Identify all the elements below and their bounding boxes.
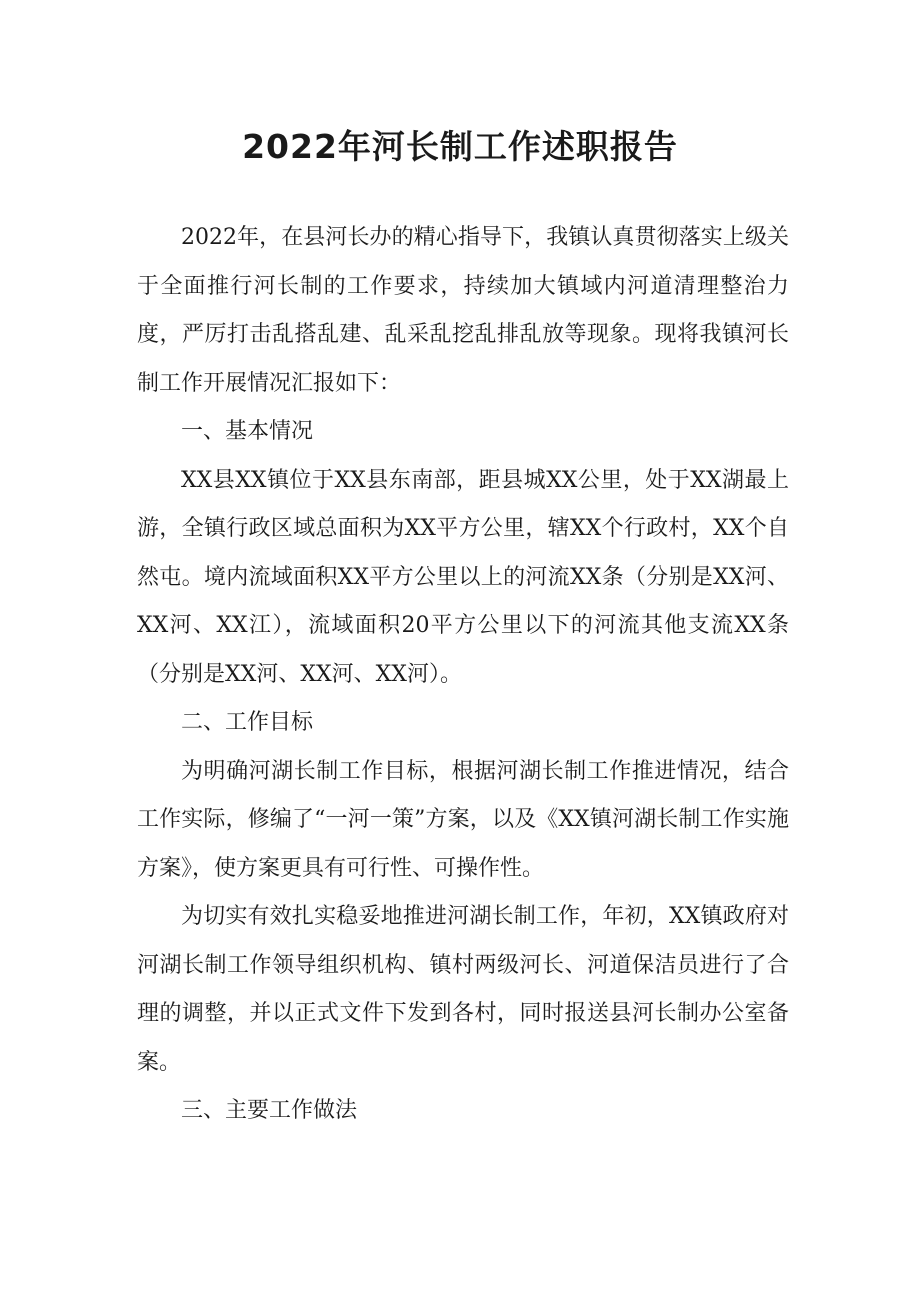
section-heading-basic-situation: 一、基本情况 <box>181 419 314 444</box>
paragraph-work-goals: 为明确河湖长制工作目标，根据河湖长制工作推进情况，结合工作实际，修编了“一河一策”方案，以及《XX镇河湖长制工作实施方案》，使方案更具有可行性、可操作性。 <box>137 758 789 881</box>
paragraph-intro: 2022年，在县河长办的精心指导下，我镇认真贯彻落实上级关于全面推行河长制的工作要求，持续加大镇域内河道清理整治力度，严厉打击乱搭乱建、乱采乱挖乱排乱放等现象。现将我镇河长制工作开展情况汇报如下： <box>137 225 789 396</box>
paragraph-basic-situation: XX县XX镇位于XX县东南部，距县城XX公里，处于XX湖最上游，全镇行政区域总面积为XX平方公里，辖XX个行政村，XX个自然屯。境内流域面积XX平方公里以上的河流XX条（分别是XX河、XX河、XX江），流域面积20平方公里以下的河流其他支流XX条（分别是XX河、XX河、XX河）。 <box>137 467 789 687</box>
section-heading-main-practices: 三、主要工作做法 <box>181 1098 358 1123</box>
document-body <box>137 214 789 1136</box>
document-title: 2022年河长制工作述职报告 <box>242 127 678 166</box>
paragraph-organization-adjustment: 为切实有效扎实稳妥地推进河湖长制工作，年初，XX镇政府对河湖长制工作领导组织机构、镇村两级河长、河道保洁员进行了合理的调整，并以正式文件下发到各村，同时报送县河长制办公室备案。 <box>137 904 789 1075</box>
section-heading-work-goals: 二、工作目标 <box>181 710 314 735</box>
